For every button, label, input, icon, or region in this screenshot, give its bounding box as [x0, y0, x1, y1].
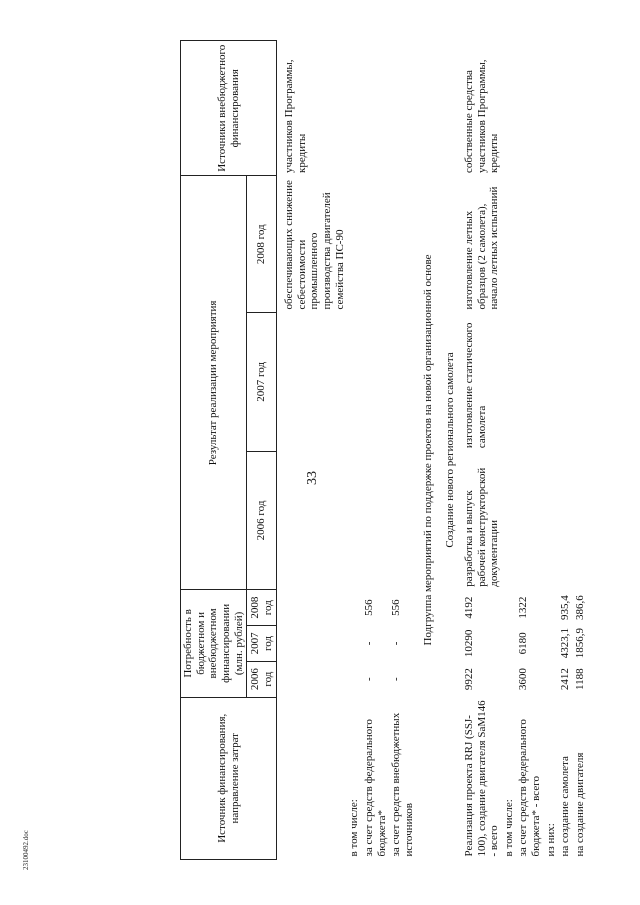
value-2007 [544, 626, 559, 662]
table-row [516, 41, 543, 860]
value-2008: 1322 [517, 596, 530, 619]
page-number: 33 [305, 471, 320, 485]
table-row [502, 41, 517, 860]
value-2006: 1188 [574, 668, 587, 690]
result-2006: разработка и выпуск рабочей конструкторской документации [462, 467, 501, 587]
table-row [462, 41, 502, 860]
header-extra-sources: Источники внебюджетного финансирования [181, 41, 277, 176]
result-2006 [362, 451, 389, 590]
value-2007 [277, 626, 348, 662]
result-2008 [502, 176, 517, 312]
result-2006 [573, 451, 588, 590]
result-2008 [362, 176, 389, 312]
result-2007 [502, 312, 517, 451]
value-2006 [277, 661, 348, 697]
value-2008: 386,6 [574, 595, 587, 621]
header-need-2008: 2008 год [247, 590, 277, 626]
row-label: Реализация проекта RRJ (SSJ-100), создание двигателя SaM146 - всего [462, 700, 501, 857]
table-row [573, 41, 588, 860]
value-2007 [347, 626, 362, 662]
table-row [347, 41, 362, 860]
result-2007 [347, 312, 362, 451]
extra-source [362, 41, 389, 176]
value-2008: 556 [390, 599, 403, 616]
value-2008 [502, 590, 517, 626]
header-result-2006: 2006 год [247, 451, 277, 590]
result-2008 [544, 176, 559, 312]
table-row [544, 41, 559, 860]
value-2006 [502, 661, 517, 697]
row-label: за счет средств федерального бюджета* - всего [517, 719, 543, 857]
result-2008 [347, 176, 362, 312]
table-row [362, 41, 389, 860]
result-2008 [516, 176, 543, 312]
financing-table [180, 40, 588, 860]
value-2006: - [390, 677, 403, 681]
footer-doc-code: 23100492.doc [22, 830, 30, 870]
result-2008 [558, 176, 573, 312]
result-2007 [362, 312, 389, 451]
value-2006 [544, 661, 559, 697]
result-2006 [544, 451, 559, 590]
result-2007: изготовление статического самолета [462, 322, 488, 449]
row-label [277, 697, 348, 859]
header-need: Потребность в бюджетном и внебюджетном финансировании (млн. рублей) [181, 590, 247, 697]
extra-source: участников Программы, кредиты [283, 59, 308, 173]
table-row [277, 41, 348, 860]
header-source: Источник финансирования, направление затрат [181, 697, 277, 859]
value-2006: - [363, 677, 376, 681]
header-result-2008: 2008 год [247, 176, 277, 312]
result-2007 [277, 312, 348, 451]
row-label: на создание двигателя [574, 752, 587, 857]
header-result: Результат реализации мероприятия [181, 176, 247, 590]
table-row [558, 41, 573, 860]
header-need-2006: 2006 год [247, 661, 277, 697]
project-title: Создание нового регионального самолета [444, 352, 457, 548]
extra-source [573, 41, 588, 176]
row-label: в том числе: [348, 799, 361, 857]
value-2007 [502, 626, 517, 662]
table-header [181, 41, 277, 860]
header-result-2007: 2007 год [247, 312, 277, 451]
rotated-table-page [180, 40, 620, 860]
result-2007 [544, 312, 559, 451]
value-2006: 9922 [462, 668, 475, 691]
table-row [389, 41, 416, 860]
result-2008 [389, 176, 416, 312]
row-label: за счет средств федерального бюджета* [363, 719, 388, 857]
extra-source [347, 41, 362, 176]
value-2008: 935,4 [559, 595, 572, 621]
result-2006 [277, 451, 348, 590]
value-2008 [544, 590, 559, 626]
result-2007 [389, 312, 416, 451]
value-2006: 2412 [559, 668, 572, 691]
result-2007 [558, 312, 573, 451]
result-2006 [558, 451, 573, 590]
row-label: в том числе: [502, 799, 515, 857]
extra-source [544, 41, 559, 176]
value-2008 [347, 590, 362, 626]
row-label: на создание самолета [559, 756, 572, 857]
value-2008: 556 [363, 599, 376, 616]
value-2007: - [363, 641, 376, 646]
row-label: из них: [544, 823, 557, 857]
extra-source: собственные средства участников Программы, кредиты [462, 59, 501, 173]
project-row [439, 41, 462, 860]
result-2006 [389, 451, 416, 590]
value-2008 [277, 590, 348, 626]
extra-source [558, 41, 573, 176]
value-2006 [347, 661, 362, 697]
result-2007 [516, 312, 543, 451]
result-2006 [502, 451, 517, 590]
result-2007 [573, 312, 588, 451]
extra-source [516, 41, 543, 176]
value-2007: 10290 [462, 629, 475, 658]
value-2007: 6180 [517, 632, 530, 655]
value-2006: 3600 [517, 668, 530, 691]
header-need-2007: 2007 год [247, 626, 277, 662]
subgroup-row [417, 41, 440, 860]
subgroup-title: Подгруппа мероприятий по поддержке проектов на новой организационной основе [421, 254, 434, 646]
extra-source [502, 41, 517, 176]
extra-source [389, 41, 416, 176]
value-2008: 4192 [462, 596, 475, 619]
row-label: за счет средств внебюджетных источников [390, 712, 415, 857]
value-2007: 1856,9 [574, 628, 587, 659]
result-2008 [573, 176, 588, 312]
result-2006 [516, 451, 543, 590]
result-2006 [347, 451, 362, 590]
table-body [277, 41, 588, 860]
value-2007: - [390, 641, 403, 646]
result-2008: изготовление летных образцов (2 самолета), начало летных испытаний [462, 186, 501, 310]
value-2007: 4323,1 [559, 628, 572, 659]
result-2008: обеспечивающих снижение себестоимости промышленного производства двигателей семейства ПС-90 [283, 180, 346, 310]
